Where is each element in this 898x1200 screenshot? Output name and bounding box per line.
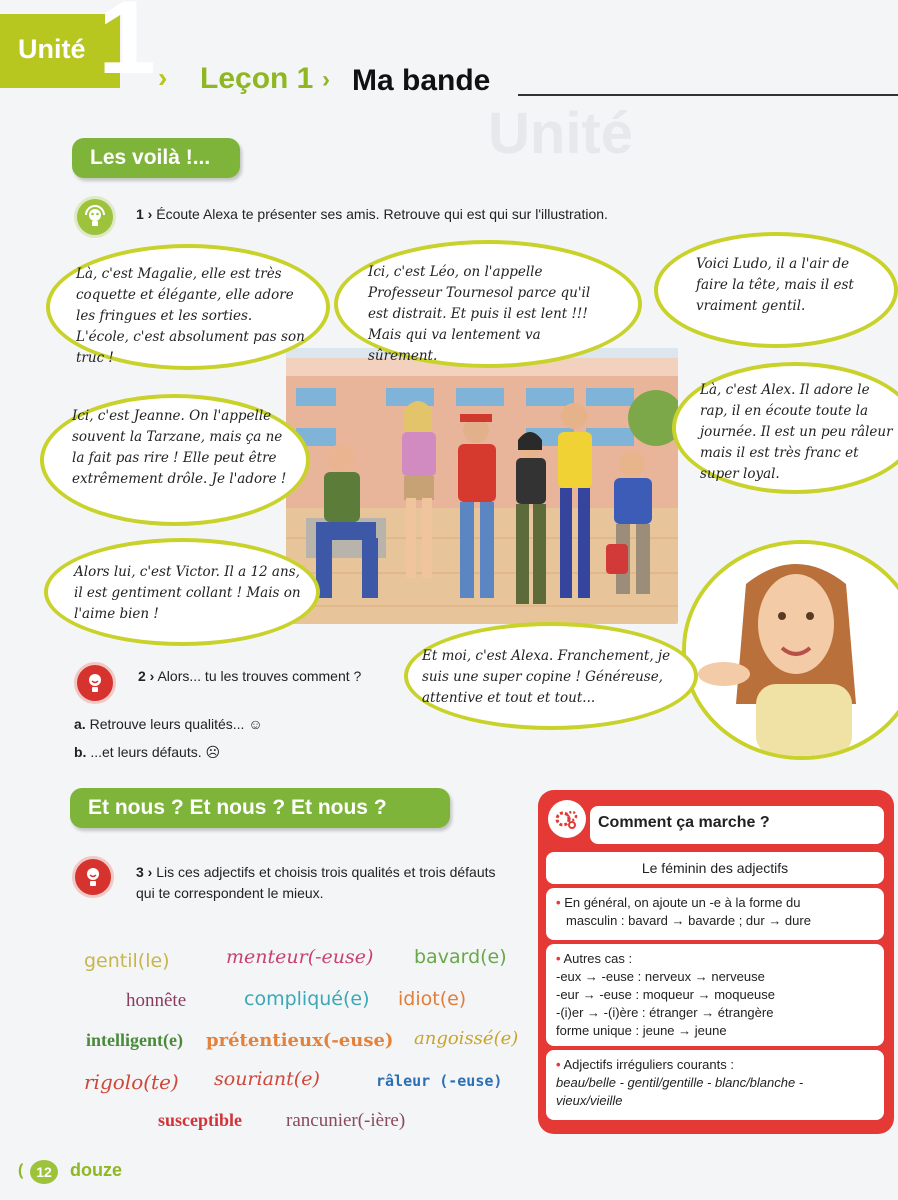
header-chevron: › — [158, 62, 168, 93]
question-3-text: Lis ces adjectifs et choisis trois qualités et trois défauts qui te correspondent le mieux. — [136, 864, 496, 901]
speak-icon — [74, 662, 116, 704]
bubble-text-ludo: Voici Ludo, il a l'air de faire la tête, mais il est vraiment gentil. — [696, 256, 854, 314]
grammar-rule-general — [546, 888, 884, 940]
question-2b — [74, 744, 220, 761]
listen-icon — [74, 196, 116, 238]
adjective-honnete: honnête — [126, 990, 187, 1011]
grammar-rule-autres — [546, 944, 884, 1046]
bubble-text-alex: Là, c'est Alex. Il adore le rap, il en écoute toute la journée. Il est un peu râleur mais il est très franc et super loyal. — [700, 382, 893, 482]
rule-irreg-line-1 — [556, 1056, 874, 1074]
question-2 — [138, 668, 361, 684]
speak-icon-2 — [72, 856, 114, 898]
lecon-title: Ma bande — [352, 64, 491, 97]
unite-label: Unité — [18, 34, 86, 64]
rule-autres-line-5: forme unique : jeune → jeune — [556, 1023, 727, 1038]
background-watermark: Unité — [488, 101, 633, 166]
section-banner-et-nous: Et nous ? Et nous ? Et nous ? — [70, 788, 450, 828]
alexa-portrait — [682, 540, 898, 760]
rule-autres-line-2: -eux → -euse : nerveux → nerveuse — [556, 969, 765, 984]
adjective-rancunier: rancunier(-ière) — [286, 1110, 406, 1131]
adjective-susceptible: susceptible — [158, 1110, 243, 1130]
grammar-subtitle: Le féminin des adjectifs — [546, 852, 884, 884]
grammar-rule-irreguliers — [546, 1050, 884, 1120]
adjective-menteur: menteur(-euse) — [226, 946, 374, 968]
rule-general-line-1 — [556, 894, 874, 912]
bubble-text-magalie: Là, c'est Magalie, elle est très coquette et élégante, elle adore les fringues et les sorties. L'école, c'est absolument pas son truc ! — [76, 266, 305, 366]
adjective-raleur: râleur (-euse) — [376, 1072, 503, 1090]
rule-autres-line-1-text: Autres cas : — [563, 951, 633, 966]
rule-autres-line-1 — [556, 950, 874, 968]
question-1 — [136, 206, 608, 222]
title-rule — [518, 94, 898, 96]
question-2b-letter: b. — [74, 744, 87, 760]
adjective-idiot: idiot(e) — [398, 988, 467, 1010]
rule-irreg-line-1-text: Adjectifs irréguliers courants : — [563, 1057, 734, 1072]
adjective-souriant: souriant(e) — [214, 1068, 320, 1090]
rule-irreg-line-3: vieux/vieille — [556, 1093, 623, 1108]
group-illustration — [286, 348, 678, 624]
gears-icon — [548, 800, 586, 838]
bubble-text-victor: Alors lui, c'est Victor. Il a 12 ans, il est gentiment collant ! Mais on l'aime bien ! — [74, 564, 301, 622]
unite-number: 1 — [98, 0, 156, 96]
rule-general-line-2: masculin : bavard → bavarde ; dur → dure — [566, 913, 811, 928]
adjective-rigolo: rigolo(te) — [84, 1070, 179, 1094]
lecon-label: Leçon 1 — [200, 62, 314, 95]
page-word: douze — [70, 1160, 122, 1180]
bullet-icon: • — [556, 1057, 561, 1072]
adjective-angoisse: angoissé(e) — [414, 1028, 519, 1049]
bubble-text-jeanne: Ici, c'est Jeanne. On l'appelle souvent la Tarzane, mais ça ne la fait pas rire ! Elle peut être extrêmement drôle. Je l'adore ! — [72, 408, 287, 487]
rule-autres-line-4: -(i)er → -(i)ère : étranger → étrangère — [556, 1005, 774, 1020]
question-3-number: 3 › — [136, 864, 153, 880]
bullet-icon: • — [556, 895, 561, 910]
adjective-gentil: gentil(le) — [84, 950, 170, 972]
adjective-pretentieux: prétentieux(-euse) — [206, 1030, 394, 1051]
question-2a-text: Retrouve leurs qualités... ☺ — [89, 716, 263, 732]
question-2-text: Alors... tu les trouves comment ? — [157, 668, 362, 684]
question-3 — [136, 862, 496, 904]
footer-mark: ( — [18, 1162, 24, 1179]
question-2b-text: ...et leurs défauts. ☹ — [90, 744, 221, 760]
bubble-text-alexa: Et moi, c'est Alexa. Franchement, je suis une super copine ! Généreuse, attentive et tout et tout... — [422, 648, 671, 706]
question-2a-letter: a. — [74, 716, 86, 732]
grammar-title: Comment ça marche ? — [598, 814, 770, 831]
rule-autres-line-3: -eur → -euse : moqueur → moqueuse — [556, 987, 775, 1002]
rule-irreg-line-2: beau/belle - gentil/gentille - blanc/blanche - — [556, 1075, 804, 1090]
section-banner-les-voila: Les voilà !... — [72, 138, 240, 178]
adjective-bavard: bavard(e) — [414, 946, 507, 968]
bullet-icon: • — [556, 951, 561, 966]
question-1-number: 1 › — [136, 206, 153, 222]
page-number: 12 — [30, 1160, 58, 1184]
lecon-chevron: › — [322, 66, 330, 93]
rule-general-line-1-text: En général, on ajoute un -e à la forme du — [564, 895, 801, 910]
question-2a — [74, 716, 263, 732]
question-2-number: 2 › — [138, 668, 155, 684]
question-1-text: Écoute Alexa te présenter ses amis. Retrouve qui est qui sur l'illustration. — [156, 206, 608, 222]
adjective-intelligent: intelligent(e) — [86, 1030, 183, 1050]
bubble-text-leo: Ici, c'est Léo, on l'appelle Professeur Tournesol parce qu'il est distrait. Et puis il est lent !!! Mais qui va lentement va sûrement. — [368, 264, 591, 364]
adjective-complique: compliqué(e) — [244, 988, 370, 1010]
